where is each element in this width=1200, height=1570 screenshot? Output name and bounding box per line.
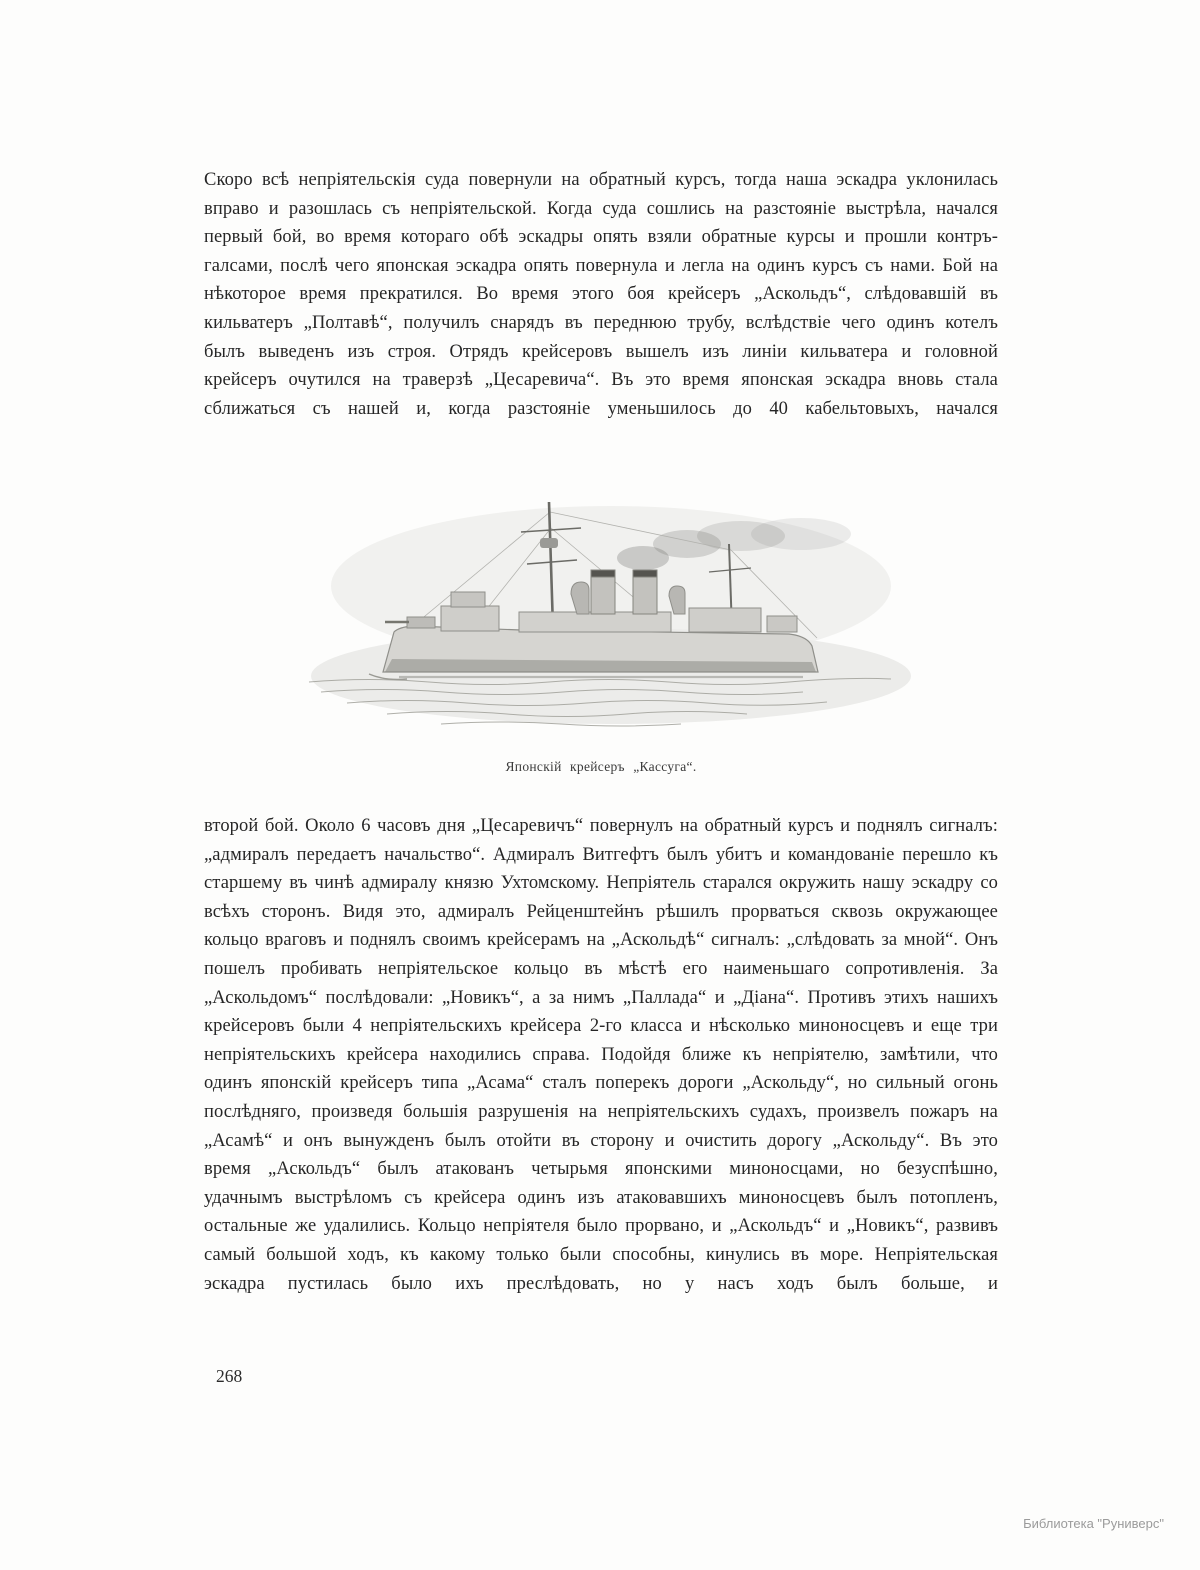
- ship-illustration: [291, 486, 911, 748]
- ship-figure: [204, 486, 998, 775]
- page-number: 268: [216, 1366, 243, 1386]
- watermark: Библиотека "Руниверс": [1023, 1516, 1164, 1531]
- paragraph-top: Скоро всѣ непріятельскія суда повернули на обратный курсъ, тогда наша эскадра уклонилась вправо и разошлась съ непріятельской. Когда суда сошлись на разстояніе выстрѣла, начался первый бой, во время котораго обѣ эскадры опять взяли обратные курсы и прошли контръ-галсами, послѣ чего японская эскадра опять повернула и легла на одинъ курсъ съ нами. Бой на нѣкоторое время прекратился. Во время этого боя крейсеръ „Аскольдъ“, слѣдовавшій въ кильватеръ „Полтавѣ“, получилъ снарядъ въ переднюю трубу, вслѣдствіе чего одинъ котелъ былъ выведенъ изъ строя. Отрядъ крейсеровъ вышелъ изъ линіи кильватера и головной крейсеръ очутился на траверзѣ „Цесаревича“. Въ это время японская эскадра вновь стала сближаться съ нашей и, когда разстояніе уменьшилось до 40 кабельтовыхъ, начался: [204, 170, 998, 419]
- figure-caption: Японскій крейсеръ „Кассуга“.: [505, 759, 697, 774]
- paragraph-bottom: второй бой. Около 6 часовъ дня „Цесаревичъ“ повернулъ на обратный курсъ и поднялъ сигналъ: „адмиралъ передаетъ начальство“. Адмиралъ Витгефтъ былъ убитъ и командованіе перешло къ старшему въ чинѣ адмиралу князю Ухтомскому. Непріятель старался окружить нашу эскадру со всѣхъ сторонъ. Видя это, адмиралъ Рейценштейнъ рѣшилъ прорваться сквозь окружающее кольцо враговъ и поднялъ своимъ крейсерамъ на „Аскольдѣ“ сигналъ: „слѣдовать за мной“. Онъ пошелъ пробивать непріятельское кольцо въ мѣстѣ его наименьшаго сопротивленія. За „Аскольдомъ“ послѣдовали: „Новикъ“, а за нимъ „Паллада“ и „Діана“. Противъ этихъ нашихъ крейсеровъ были 4 непріятельскихъ крейсера 2-го класса и нѣсколько миноносцевъ и еще три непріятельскихъ крейсера находились справа. Подойдя ближе къ непріятелю, замѣтили, что одинъ японскій крейсеръ типа „Асама“ сталъ поперекъ дороги „Аскольду“, но сильный огонь послѣдняго, произведя большія разрушенія на непріятельскихъ судахъ, произвелъ пожаръ на „Асамѣ“ и онъ вынужденъ былъ отойти въ сторону и очистить дорогу „Аскольду“. Въ это время „Аскольдъ“ былъ атакованъ четырьмя японскими миноносцами, но безуспѣшно, удачнымъ выстрѣломъ съ крейсера одинъ изъ атаковавшихъ миноносцевъ былъ потопленъ, остальные же удалились. Кольцо непріятеля было прорвано, и „Аскольдъ“ и „Новикъ“, развивъ самый большой ходъ, къ какому только были способны, кинулись въ море. Непріятельская эскадра пустилась было ихъ преслѣдовать, но у насъ ходъ былъ больше, и: [204, 816, 998, 1294]
